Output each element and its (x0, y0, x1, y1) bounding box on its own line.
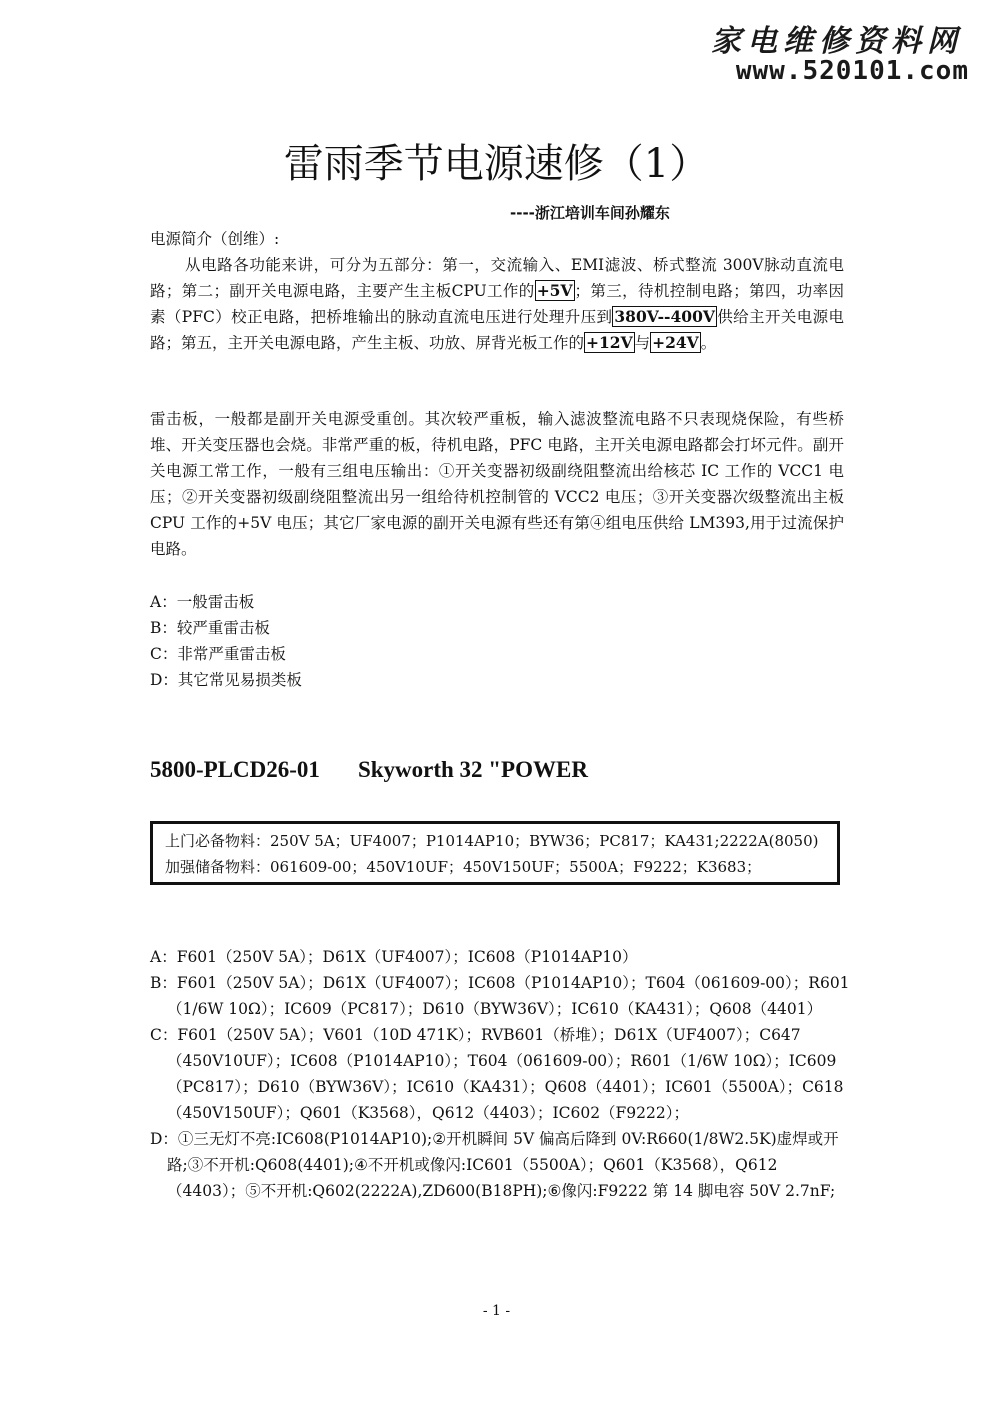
category-c: C：非常严重雷击板 (150, 645, 286, 663)
model-name: Skyworth 32 "POWER (357, 757, 588, 782)
intro-paragraph (150, 252, 844, 356)
voltage-380-400v: 380V--400V (614, 307, 715, 326)
category-d: D：其它常见易损类板 (150, 671, 302, 689)
page-number: - 1 - (482, 1303, 511, 1319)
intro-text-c: 供给主开关电源电路；第五，主开关电源电路，产生主板、功放、屏背光板工作的 (150, 308, 844, 352)
intro-text-e: 。 (700, 334, 717, 352)
intro-text-b: ；第三，待机控制电路；第四，功率因素（PFC）校正电路，把桥堆输出的脉动直流电压进行处理升压到 (150, 282, 844, 326)
document-subtitle: ----浙江培训车间孙耀东 (510, 204, 670, 222)
lightning-paragraph: 雷击板，一般都是副开关电源受重创。其次较严重板，输入滤波整流电路不只表现烧保险，有些桥堆、开关变压器也会烧。非常严重的板，待机电路，PFC 电路，主开关电源电路都会打坏元件。副开关电源工常工作，一般有三组电压输出：①开关变器初级副绕阻整流出给核芯 IC 工作的 VCC1 电压；②开关变器初级副绕阻整流出另一组给待机控制管的 VCC2 电压；③开关变器次级整流出主板 CPU 工作的+5V 电压；其它厂家电源的副开关电源有些还有第④组电压供给 LM393,用于过流保护电路。 (150, 410, 844, 558)
repair-item-d: D：①三无灯不亮:IC608(P1014AP10);②开机瞬间 5V 偏高后降到 0V:R660(1/8W2.5K)虚焊或开路;③不开机:Q608(4401);④不开机或像闪:IC601（5500A）；Q601（K3568），Q612（4403）；⑤不开机:Q602(2222A),ZD600(B18PH);⑥像闪:F9222 第 14 脚电容 50V 2.7nF; (150, 1130, 839, 1200)
category-b: B：较严重雷击板 (150, 619, 270, 637)
parts-box (150, 821, 840, 885)
intro-heading: 电源简介（创维）: (150, 230, 280, 248)
repair-list (150, 944, 850, 1204)
parts-required: 上门必备物料：250V 5A；UF4007；P1014AP10；BYW36；PC817；KA431;2222A(8050) (165, 832, 819, 850)
model-heading (150, 757, 588, 783)
watermark-site-name: 家电维修资料网 (711, 24, 963, 59)
repair-item-b: B：F601（250V 5A）；D61X（UF4007）；IC608（P1014AP10）；T604（061609-00）；R601（1/6W 10Ω）；IC609（PC817）；D610（BYW36V）；IC610（KA431）；Q608（4401） (150, 974, 850, 1018)
voltage-12v: +12V (586, 333, 633, 352)
intro-text-a: 从电路各功能来讲，可分为五部分：第一，交流输入、EMI滤波、桥式整流 300V脉动直流电路；第二；副开关电源电路，主要产生主板CPU工作的 (150, 256, 844, 300)
document-title: 雷雨季节电源速修（1） (283, 141, 710, 187)
model-code: 5800-PLCD26-01 (150, 757, 320, 782)
intro-text-d: 与 (634, 334, 651, 352)
repair-item-c: C：F601（250V 5A）；V601（10D 471K）；RVB601（桥堆）；D61X（UF4007）；C647（450V10UF）；IC608（P1014AP10）；T604（061609-00）；R601（1/6W 10Ω）；IC609（PC817）；D610（BYW36V）；IC610（KA431）；Q608（4401）；IC601（5500A）；C618（450V150UF）；Q601（K3568），Q612（4403）；IC602（F9222）； (150, 1026, 844, 1122)
watermark-url: www.520101.com (735, 56, 969, 86)
repair-item-a: A：F601（250V 5A）；D61X（UF4007）；IC608（P1014AP10） (150, 948, 638, 966)
category-a: A：一般雷击板 (150, 593, 255, 611)
parts-reserve: 加强储备物料：061609-00；450V10UF；450V150UF；5500A；F9222；K3683； (165, 858, 762, 876)
voltage-5v: +5V (536, 281, 573, 300)
voltage-24v: +24V (652, 333, 699, 352)
